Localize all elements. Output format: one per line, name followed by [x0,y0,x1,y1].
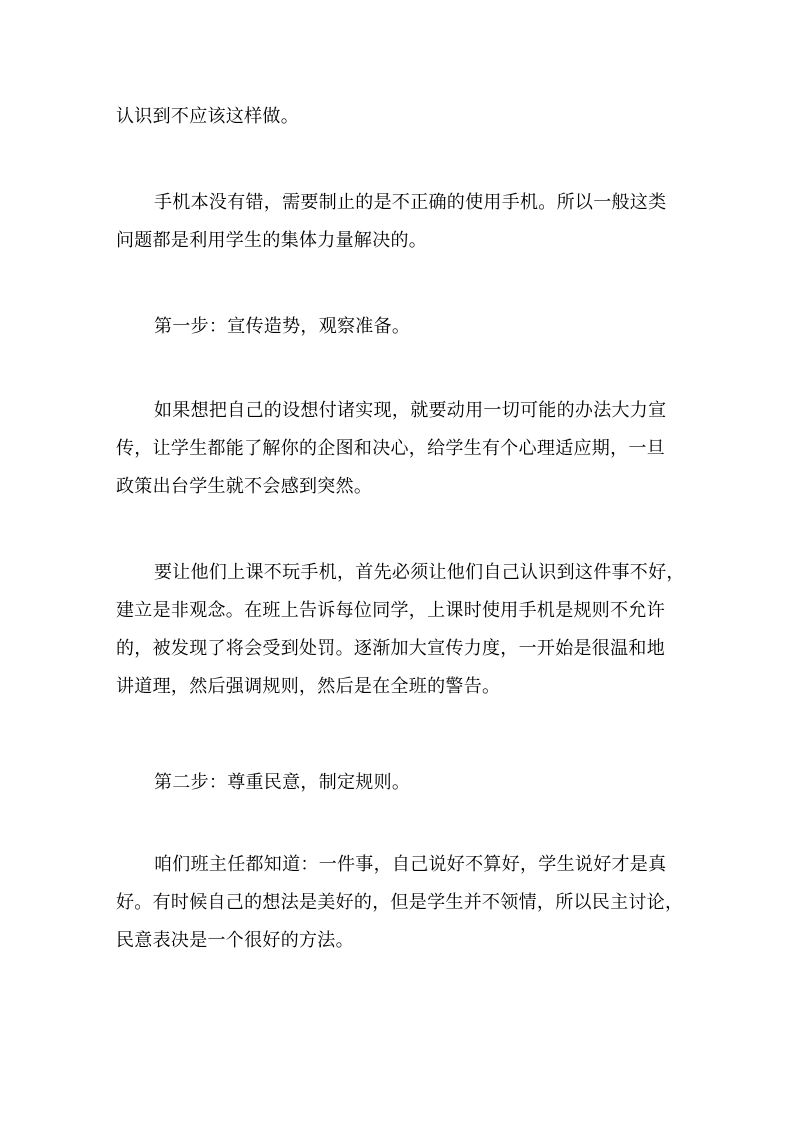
paragraph-line: 咱们班主任都知道：一件事，自己说好不算好，学生说好才是真 [154,854,667,875]
paragraph-line: 好。有时候自己的想法是美好的，但是学生并不领情，所以民主讨论， [116,892,684,913]
paragraph-line: 建立是非观念。在班上告诉每位同学，上课时使用手机是规则不允许 [116,600,665,621]
paragraph-line: 认识到不应该这样做。 [116,106,299,127]
paragraph-continuation [116,98,686,136]
paragraph-line: 如果想把自己的设想付诸实现，就要动用一切可能的办法大力宣 [154,400,667,421]
paragraph-line: 民意表决是一个很好的方法。 [116,930,354,951]
paragraph-line: 问题都是利用学生的集体力量解决的。 [116,230,428,251]
paragraph-phone-not-wrong [116,184,686,260]
paragraph-awareness [116,554,686,706]
paragraph-line: 政策出台学生就不会感到突然。 [116,476,373,497]
paragraph-line: 传，让学生都能了解你的企图和决心，给学生有个心理适应期，一旦 [116,438,665,459]
paragraph-line: 讲道理，然后强调规则，然后是在全班的警告。 [116,676,501,697]
paragraph-line: 手机本没有错，需要制止的是不正确的使用手机。所以一般这类 [154,192,667,213]
heading-step-one [116,308,686,346]
heading-step-two [116,764,686,802]
paragraph-line: 第二步：尊重民意，制定规则。 [154,772,411,793]
paragraph-line: 要让他们上课不玩手机，首先必须让他们自己认识到这件事不好， [154,562,685,583]
paragraph-line: 第一步：宣传造势，观察准备。 [154,316,411,337]
paragraph-democracy [116,846,686,960]
paragraph-line: 的，被发现了将会受到处罚。逐渐加大宣传力度，一开始是很温和地 [116,638,665,659]
paragraph-publicity [116,392,686,506]
